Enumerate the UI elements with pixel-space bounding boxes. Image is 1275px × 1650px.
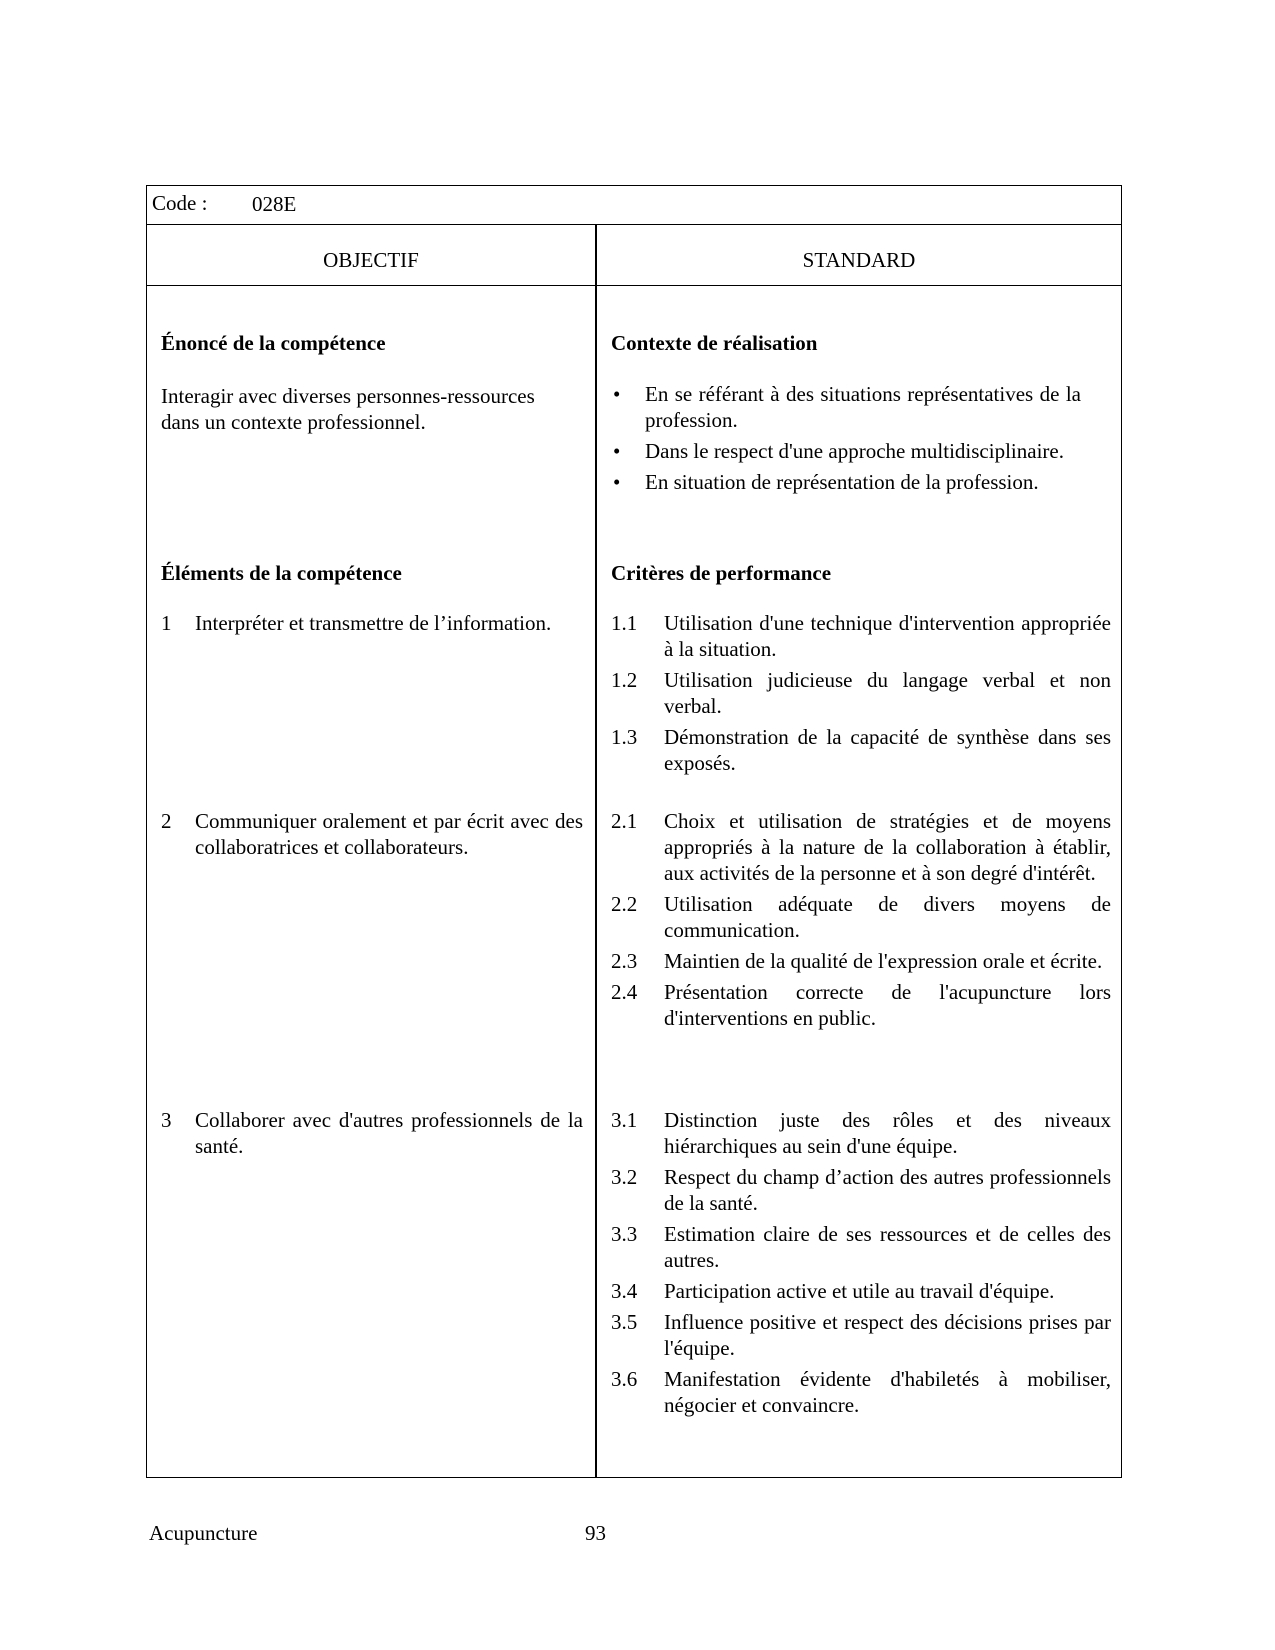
criterion-number: 2.3 [611, 949, 638, 973]
criteria-title: Critères de performance [611, 561, 832, 585]
criterion-number: 2.2 [611, 892, 638, 916]
context-item: • En se référant à des situations représentatives de la profession. [611, 381, 1081, 433]
criterion-text: Estimation claire de ses ressources et de celles des autres. [664, 1222, 1111, 1272]
criterion-number: 1.3 [611, 725, 638, 749]
criterion-text: Utilisation judicieuse du langage verbal et non verbal. [664, 668, 1111, 718]
criterion [611, 948, 1111, 974]
criterion-number: 3.5 [611, 1310, 638, 1334]
criterion-number: 3.2 [611, 1165, 638, 1189]
criteria-group-1 [611, 610, 1111, 781]
context-list [611, 381, 1081, 500]
criterion-text: Maintien de la qualité de l'expression orale et écrite. [664, 949, 1103, 973]
criterion [611, 1164, 1111, 1216]
element-item [161, 808, 583, 860]
criterion [611, 1309, 1111, 1361]
criterion-text: Participation active et utile au travail d'équipe. [664, 1279, 1055, 1303]
criterion [611, 1366, 1111, 1418]
element-text: Communiquer oralement et par écrit avec des collaboratrices et collaborateurs. [195, 809, 583, 859]
header-row [147, 224, 1121, 286]
criterion-number: 2.1 [611, 809, 638, 833]
criterion-number: 3.1 [611, 1108, 638, 1132]
criteria-group-3 [611, 1107, 1111, 1423]
element-number: 1 [161, 611, 172, 635]
criterion [611, 1278, 1111, 1304]
competency-table [146, 185, 1122, 1478]
element-item [161, 610, 583, 636]
element-text: Collaborer avec d'autres professionnels de la santé. [195, 1108, 583, 1158]
element-text: Interpréter et transmettre de l’information. [195, 611, 552, 635]
footer-program-name: Acupuncture [149, 1521, 258, 1545]
objectif-header: OBJECTIF [323, 248, 419, 272]
criterion-text: Démonstration de la capacité de synthèse dans ses exposés. [664, 725, 1111, 775]
code-value: 028E [252, 192, 297, 216]
element-number: 2 [161, 809, 172, 833]
criteria-group-2 [611, 808, 1111, 1036]
element-number: 3 [161, 1108, 172, 1132]
criterion-number: 3.6 [611, 1367, 638, 1391]
criterion [611, 808, 1111, 886]
context-title: Contexte de réalisation [611, 331, 818, 355]
criterion [611, 667, 1111, 719]
criterion-number: 3.4 [611, 1279, 638, 1303]
context-item: • En situation de représentation de la profession. [611, 469, 1081, 495]
competence-statement: Interagir avec diverses personnes-ressources dans un contexte professionnel. [161, 384, 535, 434]
code-label: Code : [152, 191, 208, 215]
element-item [161, 1107, 583, 1159]
criterion-number: 2.4 [611, 980, 638, 1004]
criterion-text: Influence positive et respect des décisions prises par l'équipe. [664, 1310, 1111, 1360]
criterion-text: Distinction juste des rôles et des niveaux hiérarchiques au sein d'une équipe. [664, 1108, 1111, 1158]
column-divider [595, 224, 597, 1477]
criterion-text: Présentation correcte de l'acupuncture lors d'interventions en public. [664, 980, 1111, 1030]
criterion [611, 1107, 1111, 1159]
criterion [611, 1221, 1111, 1273]
standard-header: STANDARD [802, 248, 916, 272]
code-row [147, 186, 1121, 225]
context-item: • Dans le respect d'une approche multidisciplinaire. [611, 438, 1081, 464]
criterion-text: Utilisation adéquate de divers moyens de communication. [664, 892, 1111, 942]
criterion-text: Manifestation évidente d'habiletés à mobiliser, négocier et convaincre. [664, 1367, 1111, 1417]
criterion-number: 1.2 [611, 668, 638, 692]
competence-title: Énoncé de la compétence [161, 331, 386, 355]
criterion-text: Respect du champ d’action des autres professionnels de la santé. [664, 1165, 1111, 1215]
criterion-text: Utilisation d'une technique d'intervention appropriée à la situation. [664, 611, 1111, 661]
criterion-text: Choix et utilisation de stratégies et de moyens appropriés à la nature de la collaboration à établir, aux activités de la personne et à son degré d'intérêt. [664, 809, 1111, 885]
criterion [611, 610, 1111, 662]
criterion-number: 3.3 [611, 1222, 638, 1246]
page-number: 93 [585, 1521, 606, 1545]
criterion [611, 979, 1111, 1031]
criterion [611, 724, 1111, 776]
criterion [611, 891, 1111, 943]
criterion-number: 1.1 [611, 611, 638, 635]
elements-title: Éléments de la compétence [161, 561, 402, 585]
